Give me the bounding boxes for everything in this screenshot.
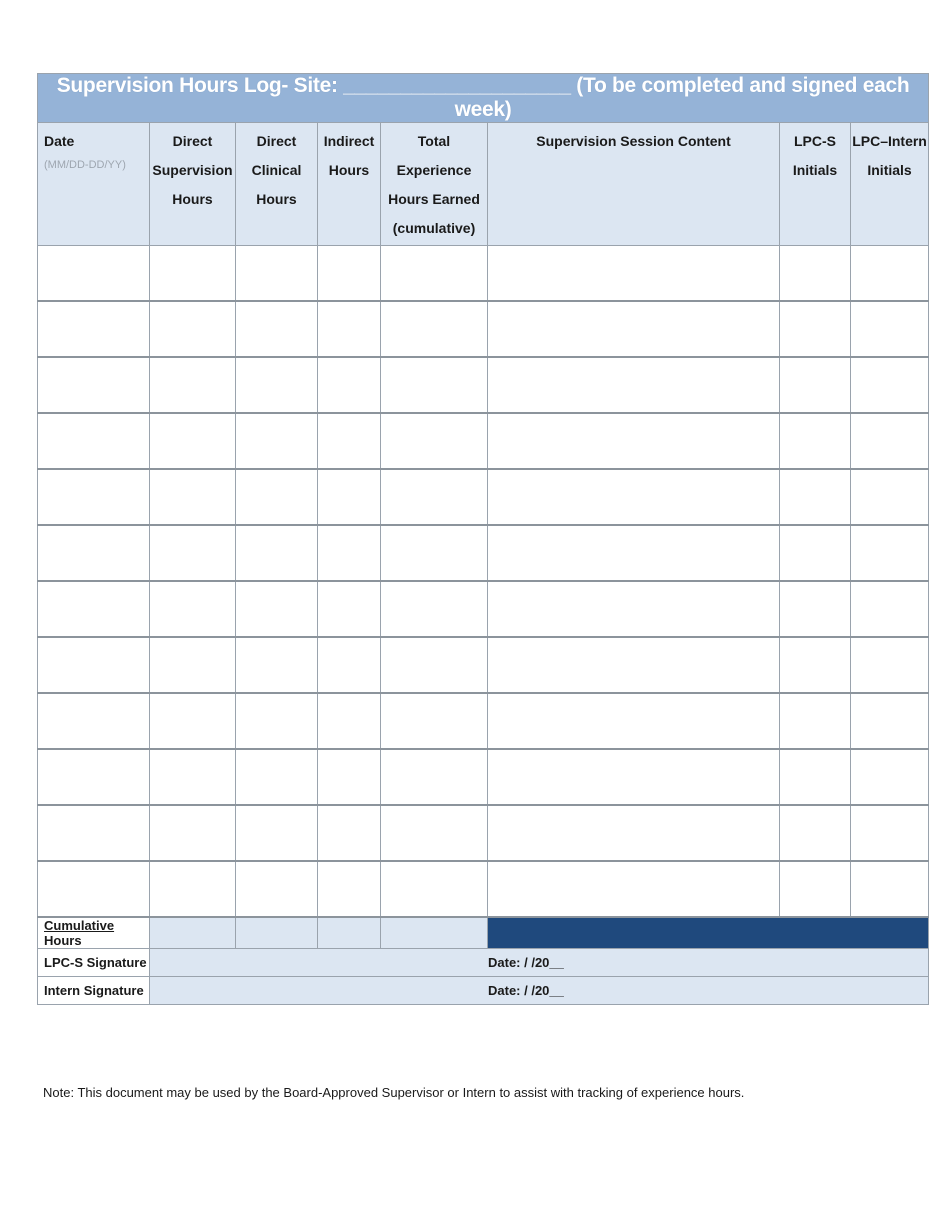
- content-cell[interactable]: [488, 357, 780, 413]
- date-cell[interactable]: [38, 525, 150, 581]
- cumulative-hours-label: Cumulative Hours: [38, 917, 150, 949]
- direct-clinical-cell[interactable]: [236, 246, 318, 302]
- intern-signature-field[interactable]: [150, 977, 929, 1005]
- content-cell[interactable]: [488, 413, 780, 469]
- direct-supervision-cell[interactable]: [150, 525, 236, 581]
- direct-supervision-cell[interactable]: [150, 581, 236, 637]
- lpcs-initials-cell[interactable]: [780, 861, 851, 917]
- cumulative-direct-clinical[interactable]: [236, 917, 318, 949]
- table-row: [38, 525, 929, 581]
- direct-clinical-cell[interactable]: [236, 805, 318, 861]
- lpcs-initials-cell[interactable]: [780, 413, 851, 469]
- total-cell[interactable]: [381, 413, 488, 469]
- intern-signature-label: Intern Signature: [38, 977, 150, 1005]
- intern-date-label: Date: / /20__: [488, 983, 564, 998]
- date-cell[interactable]: [38, 581, 150, 637]
- indirect-cell[interactable]: [318, 301, 381, 357]
- column-header-row: [38, 123, 929, 246]
- direct-clinical-cell[interactable]: [236, 693, 318, 749]
- lpcs-initials-cell[interactable]: [780, 246, 851, 302]
- indirect-cell[interactable]: [318, 637, 381, 693]
- indirect-cell[interactable]: [318, 469, 381, 525]
- intern-initials-cell[interactable]: [851, 861, 929, 917]
- indirect-cell[interactable]: [318, 246, 381, 302]
- indirect-cell[interactable]: [318, 805, 381, 861]
- log-title: Supervision Hours Log- Site: ____________________ (To be completed and signed each week): [38, 74, 929, 123]
- date-cell[interactable]: [38, 693, 150, 749]
- header-total-experience: Total Experience Hours Earned (cumulative): [381, 123, 488, 246]
- total-cell[interactable]: [381, 246, 488, 302]
- content-cell[interactable]: [488, 301, 780, 357]
- date-format-hint: (MM/DD-DD/YY): [44, 159, 126, 171]
- lpcs-initials-cell[interactable]: [780, 805, 851, 861]
- direct-clinical-cell[interactable]: [236, 525, 318, 581]
- content-cell[interactable]: [488, 525, 780, 581]
- direct-supervision-cell[interactable]: [150, 357, 236, 413]
- cumulative-direct-supervision[interactable]: [150, 917, 236, 949]
- lpcs-date-label: Date: / /20__: [488, 955, 564, 970]
- indirect-cell[interactable]: [318, 525, 381, 581]
- content-cell[interactable]: [488, 805, 780, 861]
- total-cell[interactable]: [381, 749, 488, 805]
- total-cell[interactable]: [381, 581, 488, 637]
- date-cell[interactable]: [38, 357, 150, 413]
- date-cell[interactable]: [38, 749, 150, 805]
- content-cell[interactable]: [488, 246, 780, 302]
- date-cell[interactable]: [38, 469, 150, 525]
- direct-clinical-cell[interactable]: [236, 749, 318, 805]
- cumulative-shaded-block: [488, 917, 929, 949]
- table-row: [38, 413, 929, 469]
- content-cell[interactable]: [488, 861, 780, 917]
- content-cell[interactable]: [488, 749, 780, 805]
- direct-supervision-cell[interactable]: [150, 637, 236, 693]
- total-cell[interactable]: [381, 637, 488, 693]
- date-cell[interactable]: [38, 861, 150, 917]
- intern-initials-cell[interactable]: [851, 581, 929, 637]
- direct-supervision-cell[interactable]: [150, 693, 236, 749]
- table-row: [38, 637, 929, 693]
- direct-supervision-cell[interactable]: [150, 469, 236, 525]
- table-row: [38, 805, 929, 861]
- content-cell[interactable]: [488, 581, 780, 637]
- direct-clinical-cell[interactable]: [236, 581, 318, 637]
- lpcs-initials-cell[interactable]: [780, 469, 851, 525]
- table-row: [38, 749, 929, 805]
- header-direct-supervision: Direct Supervision Hours: [150, 123, 236, 246]
- direct-clinical-cell[interactable]: [236, 413, 318, 469]
- intern-signature-row: [38, 977, 929, 1005]
- header-lpcs-initials: LPC-S Initials: [780, 123, 851, 246]
- date-cell[interactable]: [38, 413, 150, 469]
- direct-supervision-cell[interactable]: [150, 413, 236, 469]
- total-cell[interactable]: [381, 469, 488, 525]
- direct-clinical-cell[interactable]: [236, 861, 318, 917]
- header-direct-clinical: Direct Clinical Hours: [236, 123, 318, 246]
- lpcs-initials-cell[interactable]: [780, 749, 851, 805]
- indirect-cell[interactable]: [318, 693, 381, 749]
- indirect-cell[interactable]: [318, 861, 381, 917]
- direct-clinical-cell[interactable]: [236, 469, 318, 525]
- table-row: [38, 301, 929, 357]
- header-indirect: Indirect Hours: [318, 123, 381, 246]
- direct-clinical-cell[interactable]: [236, 357, 318, 413]
- table-row: [38, 861, 929, 917]
- cumulative-row: [38, 917, 929, 949]
- lpcs-initials-cell[interactable]: [780, 525, 851, 581]
- total-cell[interactable]: [381, 861, 488, 917]
- table-row: [38, 693, 929, 749]
- intern-initials-cell[interactable]: [851, 413, 929, 469]
- direct-supervision-cell[interactable]: [150, 805, 236, 861]
- date-cell[interactable]: [38, 637, 150, 693]
- direct-clinical-cell[interactable]: [236, 637, 318, 693]
- lpcs-initials-cell[interactable]: [780, 693, 851, 749]
- lpcs-signature-row: [38, 949, 929, 977]
- indirect-cell[interactable]: [318, 357, 381, 413]
- direct-supervision-cell[interactable]: [150, 749, 236, 805]
- header-intern-initials: LPC–Intern Initials: [851, 123, 929, 246]
- header-date: Date (MM/DD-DD/YY): [38, 123, 150, 246]
- direct-supervision-cell[interactable]: [150, 861, 236, 917]
- header-session-content: Supervision Session Content: [488, 123, 780, 246]
- total-cell[interactable]: [381, 693, 488, 749]
- footnote: Note: This document may be used by the Board-Approved Supervisor or Intern to assist with tracking of experience hours.: [43, 1085, 745, 1100]
- cumulative-indirect[interactable]: [318, 917, 381, 949]
- direct-supervision-cell[interactable]: [150, 301, 236, 357]
- content-cell[interactable]: [488, 469, 780, 525]
- date-cell[interactable]: [38, 805, 150, 861]
- cumulative-total[interactable]: [381, 917, 488, 949]
- direct-supervision-cell[interactable]: [150, 246, 236, 302]
- intern-initials-cell[interactable]: [851, 357, 929, 413]
- lpcs-initials-cell[interactable]: [780, 581, 851, 637]
- table-row: [38, 469, 929, 525]
- date-cell[interactable]: [38, 301, 150, 357]
- indirect-cell[interactable]: [318, 413, 381, 469]
- lpcs-signature-field[interactable]: [150, 949, 929, 977]
- date-cell[interactable]: [38, 246, 150, 302]
- table-row: [38, 246, 929, 302]
- indirect-cell[interactable]: [318, 749, 381, 805]
- table-row: [38, 357, 929, 413]
- intern-initials-cell[interactable]: [851, 246, 929, 302]
- table-row: [38, 581, 929, 637]
- total-cell[interactable]: [381, 525, 488, 581]
- total-cell[interactable]: [381, 357, 488, 413]
- lpcs-initials-cell[interactable]: [780, 637, 851, 693]
- total-cell[interactable]: [381, 805, 488, 861]
- intern-initials-cell[interactable]: [851, 637, 929, 693]
- intern-initials-cell[interactable]: [851, 525, 929, 581]
- intern-initials-cell[interactable]: [851, 693, 929, 749]
- direct-clinical-cell[interactable]: [236, 301, 318, 357]
- supervision-log-table: [37, 73, 929, 1005]
- lpcs-signature-label: LPC-S Signature: [38, 949, 150, 977]
- intern-initials-cell[interactable]: [851, 805, 929, 861]
- lpcs-initials-cell[interactable]: [780, 357, 851, 413]
- lpcs-initials-cell[interactable]: [780, 301, 851, 357]
- intern-initials-cell[interactable]: [851, 469, 929, 525]
- total-cell[interactable]: [381, 301, 488, 357]
- content-cell[interactable]: [488, 637, 780, 693]
- intern-initials-cell[interactable]: [851, 749, 929, 805]
- indirect-cell[interactable]: [318, 581, 381, 637]
- intern-initials-cell[interactable]: [851, 301, 929, 357]
- content-cell[interactable]: [488, 693, 780, 749]
